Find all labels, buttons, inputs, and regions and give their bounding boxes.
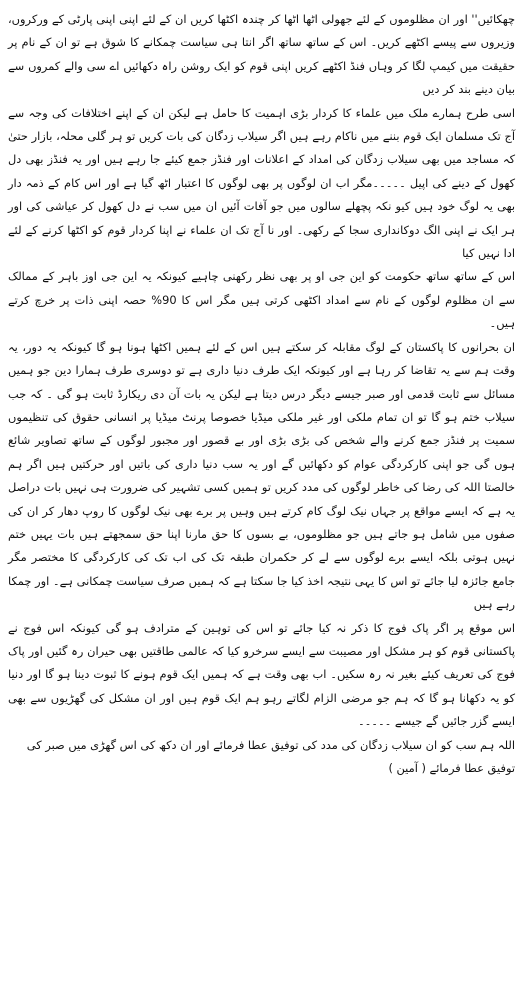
paragraph-5: اس موقع پر اگر پاک فوج کا ذکر نہ کیا جائے تو اس کی توہین کے مترادف ہو گی کیونکہ اس فوج نے پاکستانی قوم کو ہر مشکل اور مصیبت سے ایسے سرخرو کیا کہ عالمی طاقتیں بھی حیران رہ گئیں اور پاک فوج کی تعریف کیئے بغیر نہ رہ سکیں۔ اب بھی وقت ہے کہ ہمیں ایک قوم ہونے کا ثبوت دینا ہو گا اور دنیا کو یہ دکھانا ہو گا کہ ہم جو مرضی الزام لگاتے رہو ہم ایک قوم ہیں اور ان مشکل کی گھڑیوں سے بھی ایسے گزر جائیں گے جیسے ۔۔۔۔۔	[8, 620, 515, 729]
paragraph-2: اسی طرح ہمارے ملک میں علماء کا کردار بڑی اہمیت کا حامل ہے لیکن ان کے اپنے اختلافات کی وجہ سے آج تک مسلمان ایک قوم بننے میں ناکام رہے ہیں اگر سیلاب زدگان کی بات کریں تو ہر گلی محلہ، بازار حتیٰ کہ مساجد میں بھی سیلاب زدگان کی امداد کے اعلانات اور فنڈز جمع کیئے جا رہے ہیں اور یہ فنڈز بھی دل کھول کے دینے کی اپیل ۔۔۔۔۔مگر اب ان لوگوں پر بھی لوگوں کا اعتبار اٹھ گیا ہے اور اس کام کے ذمہ دار بھی یہ لوگ خود ہیں کیو نکہ پچھلے سالوں میں جو آفات آئیں ان میں سب نے دل کھول کر عیاشی کی اور ہر ایک نے اپنی الگ دوکانداری سجا کے رکھی۔ اور نا آج تک ان علماء نے اپنا کردار قوم کو اکٹھا کرنے کے لئے ادا نہیں کیا	[8, 105, 515, 261]
paragraph-3: اس کے ساتھ ساتھ حکومت کو این جی او پر بھی نظر رکھنی چاہیے کیونکہ یہ این جی اوز باہر کے ممالک سے ان مظلوم لوگوں کے نام سے امداد اکٹھی کرتی ہیں مگر اس کا 90% حصہ اپنی ذات پر خرچ کرتے ہیں۔	[8, 269, 515, 331]
paragraph-1: چھکائیں'' اور ان مظلوموں کے لئے جھولی اٹھا اٹھا کر چندہ اکٹھا کریں ان کے لئے اپنی اپنی پارٹی کے ورکروں، وزیروں سے پیسے اکٹھے کریں۔ اس کے ساتھ ساتھ اگر انتا ہی سیاست چمکانے کا شوق ہے تو ان کے نام پر حقیقت میں کیمپ لگا کر وہاں فنڈ اکٹھے کریں اپنی قوم کو ایک روشن راہ دکھائیں اے سی والے کمروں سے بیان دینے بند کر دیں	[8, 12, 515, 97]
closing-prayer: اللہ ہم سب کو ان سیلاب زدگان کی مدد کی توفیق عطا فرمائے اور ان دکھ کی اس گھڑی میں صبر کی توفیق عطا فرمائے ( آمین )	[26, 737, 515, 775]
paragraph-4: ان بحرانوں کا پاکستان کے لوگ مقابلہ کر سکتے ہیں اس کے لئے ہمیں اکٹھا ہونا ہو گا کیونکہ یہ دور، یہ وقت ہم سے یہ تقاضا کر رہا ہے اور کیونکہ ایک طرف دنیا داری ہے تو دوسری طرف ہمارا دین جو ہمیں مسائل سے ثابت قدمی اور صبر جیسے دیگر درس دیتا ہے لیکن یہ بات آن دی ریکارڈ ثابت ہو گی ۔ کہ جب سیلاب ختم ہو گا تو ان تمام ملکی اور غیر ملکی میڈیا خصوصا پرنٹ میڈیا پر انسانی حقوق کی تنظیموں سمیت پر فنڈز جمع کرنے والے شخص کی بڑی بڑی اور بے قصور اور مجبور لوگوں کے ساتھ تصاویر شائع ہوں گی جو اپنی کارکردگی عوام کو دکھائیں گے اور یہ سب دنیا داری کی باتیں اور حرکتیں ہیں اگر ہم خالصتا اللہ کی رضا کی خاطر لوگوں کی مدد کریں تو ہمیں کسی تشہیر کی ضرورت ہی نہیں بات دراصل یہ ہے کہ ایسے مواقع پر جہاں نیک لوگ کام کرتے ہیں وہیں پر برے بھی نیک لوگوں کا روپ دھار کر ان کی صفوں میں شامل ہو جاتے ہیں جو مظلوموں، بے بسوں کا حق مارنا اپنا حق سمجھتے ہیں بات یہیں ختم نہیں ہوتی بلکہ ایسے برے لوگوں سے لے کر حکمران طبقہ تک کی اب تک کی کارکردگی کا مختصر مگر جامع جائزہ لیا جائے تو اس کا یہی نتیجہ اخذ کیا جا سکتا ہے کہ ہمیں صرف سیاست چمکانی ہے۔ اور چمکا رہے ہیں	[8, 339, 515, 612]
